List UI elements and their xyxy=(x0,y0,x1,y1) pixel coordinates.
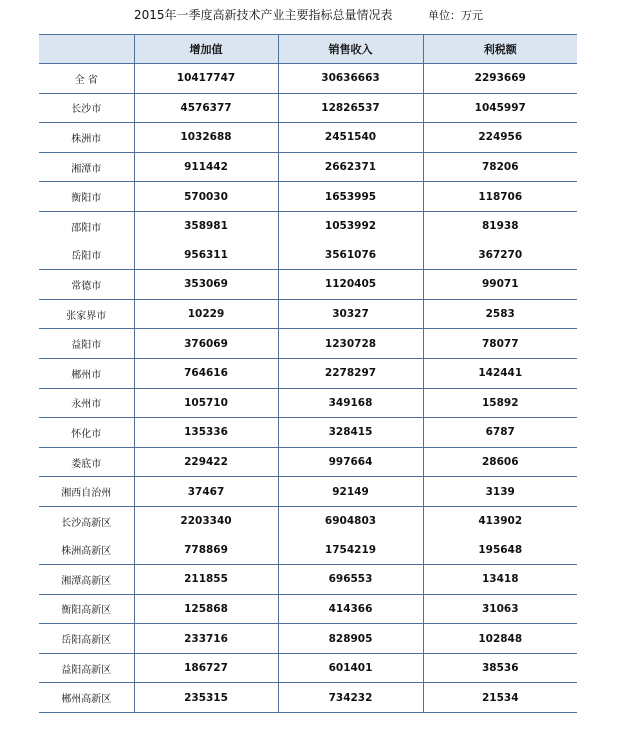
tax-cell: 118706 xyxy=(423,182,577,212)
region-cell: 常德市 xyxy=(39,270,134,300)
value-added-cell: 4576377 xyxy=(134,93,278,123)
sales-cell: 1754219 xyxy=(278,536,423,565)
table-row xyxy=(39,624,577,654)
sales-cell: 734232 xyxy=(278,683,423,713)
table-row xyxy=(39,358,577,388)
tax-cell: 142441 xyxy=(423,358,577,388)
tax-cell: 2583 xyxy=(423,299,577,329)
sales-cell: 1053992 xyxy=(278,211,423,240)
table-row xyxy=(39,594,577,624)
sales-cell: 349168 xyxy=(278,388,423,418)
value-added-cell: 10417747 xyxy=(134,64,278,94)
table-row xyxy=(39,683,577,713)
region-cell: 湘潭高新区 xyxy=(39,565,134,595)
tax-cell: 3139 xyxy=(423,477,577,507)
value-added-cell: 570030 xyxy=(134,182,278,212)
value-added-cell: 911442 xyxy=(134,152,278,182)
value-added-cell: 125868 xyxy=(134,594,278,624)
region-cell: 全 省 xyxy=(39,64,134,94)
table-body xyxy=(39,64,577,713)
unit-label: 单位：万元 xyxy=(428,9,483,22)
tax-cell: 81938 xyxy=(423,211,577,240)
table-row xyxy=(39,477,577,507)
tax-cell: 78077 xyxy=(423,329,577,359)
table-row xyxy=(39,241,577,270)
sales-cell: 2278297 xyxy=(278,358,423,388)
region-cell: 岳阳市 xyxy=(39,241,134,270)
tax-cell: 21534 xyxy=(423,683,577,713)
tax-cell: 38536 xyxy=(423,653,577,683)
sales-cell: 601401 xyxy=(278,653,423,683)
value-added-cell: 10229 xyxy=(134,299,278,329)
table-row xyxy=(39,152,577,182)
value-added-cell: 2203340 xyxy=(134,506,278,535)
table-row xyxy=(39,93,577,123)
value-added-cell: 135336 xyxy=(134,418,278,448)
table-row xyxy=(39,565,577,595)
sales-cell: 828905 xyxy=(278,624,423,654)
table-row xyxy=(39,299,577,329)
value-added-cell: 764616 xyxy=(134,358,278,388)
table-row xyxy=(39,506,577,535)
sales-cell: 30327 xyxy=(278,299,423,329)
sales-cell: 2451540 xyxy=(278,123,423,153)
header-value-added: 增加值 xyxy=(134,35,278,64)
region-cell: 岳阳高新区 xyxy=(39,624,134,654)
table-header-row xyxy=(39,35,577,64)
sales-cell: 6904803 xyxy=(278,506,423,535)
value-added-cell: 778869 xyxy=(134,536,278,565)
region-cell: 益阳市 xyxy=(39,329,134,359)
table-row xyxy=(39,447,577,477)
tax-cell: 102848 xyxy=(423,624,577,654)
tax-cell: 6787 xyxy=(423,418,577,448)
header-sales: 销售收入 xyxy=(278,35,423,64)
table-row xyxy=(39,329,577,359)
value-added-cell: 956311 xyxy=(134,241,278,270)
value-added-cell: 376069 xyxy=(134,329,278,359)
region-cell: 长沙高新区 xyxy=(61,517,112,529)
value-added-cell: 358981 xyxy=(134,211,278,240)
sales-cell: 2662371 xyxy=(278,152,423,182)
value-added-cell: 235315 xyxy=(134,683,278,713)
value-added-cell: 37467 xyxy=(134,477,278,507)
sales-cell: 12826537 xyxy=(278,93,423,123)
region-cell: 湘西自治州 xyxy=(39,477,134,507)
sales-cell: 1653995 xyxy=(278,182,423,212)
indicator-table xyxy=(39,34,577,713)
region-cell: 长沙市 xyxy=(39,93,134,123)
region-cell: 衡阳市 xyxy=(39,182,134,212)
region-cell: 张家界市 xyxy=(39,299,134,329)
table-row xyxy=(39,653,577,683)
sales-cell: 30636663 xyxy=(278,64,423,94)
table-row xyxy=(39,536,577,565)
page-title: 2015年一季度高新技术产业主要指标总量情况表 xyxy=(134,8,393,22)
value-added-cell: 1032688 xyxy=(134,123,278,153)
table-row xyxy=(39,270,577,300)
sales-cell: 696553 xyxy=(278,565,423,595)
table-row xyxy=(39,211,577,240)
sales-cell: 328415 xyxy=(278,418,423,448)
tax-cell: 28606 xyxy=(423,447,577,477)
table-title-bar xyxy=(0,7,619,25)
region-cell: 郴州高新区 xyxy=(39,683,134,713)
sales-cell: 997664 xyxy=(278,447,423,477)
sales-cell: 1120405 xyxy=(278,270,423,300)
table-row xyxy=(39,182,577,212)
table-row xyxy=(39,64,577,94)
sales-cell: 1230728 xyxy=(278,329,423,359)
table-row xyxy=(39,388,577,418)
tax-cell: 2293669 xyxy=(423,64,577,94)
region-cell: 邵阳市 xyxy=(71,222,102,234)
value-added-cell: 229422 xyxy=(134,447,278,477)
value-added-cell: 186727 xyxy=(134,653,278,683)
value-added-cell: 105710 xyxy=(134,388,278,418)
table-row xyxy=(39,418,577,448)
region-cell: 永州市 xyxy=(39,388,134,418)
value-added-cell: 233716 xyxy=(134,624,278,654)
header-region xyxy=(39,35,134,64)
sales-cell: 414366 xyxy=(278,594,423,624)
tax-cell: 1045997 xyxy=(423,93,577,123)
value-added-cell: 353069 xyxy=(134,270,278,300)
header-tax: 利税额 xyxy=(423,35,577,64)
sales-cell: 3561076 xyxy=(278,241,423,270)
region-cell: 衡阳高新区 xyxy=(39,594,134,624)
sales-cell: 92149 xyxy=(278,477,423,507)
region-cell: 益阳高新区 xyxy=(39,653,134,683)
tax-cell: 78206 xyxy=(423,152,577,182)
tax-cell: 15892 xyxy=(423,388,577,418)
value-added-cell: 211855 xyxy=(134,565,278,595)
tax-cell: 413902 xyxy=(423,506,577,535)
tax-cell: 195648 xyxy=(423,536,577,565)
region-cell: 娄底市 xyxy=(39,447,134,477)
tax-cell: 31063 xyxy=(423,594,577,624)
region-cell: 怀化市 xyxy=(39,418,134,448)
tax-cell: 367270 xyxy=(423,241,577,270)
tax-cell: 224956 xyxy=(423,123,577,153)
region-cell: 株洲高新区 xyxy=(39,536,134,565)
region-cell: 湘潭市 xyxy=(39,152,134,182)
region-cell: 郴州市 xyxy=(39,358,134,388)
tax-cell: 13418 xyxy=(423,565,577,595)
table-row xyxy=(39,123,577,153)
region-cell: 株洲市 xyxy=(39,123,134,153)
tax-cell: 99071 xyxy=(423,270,577,300)
